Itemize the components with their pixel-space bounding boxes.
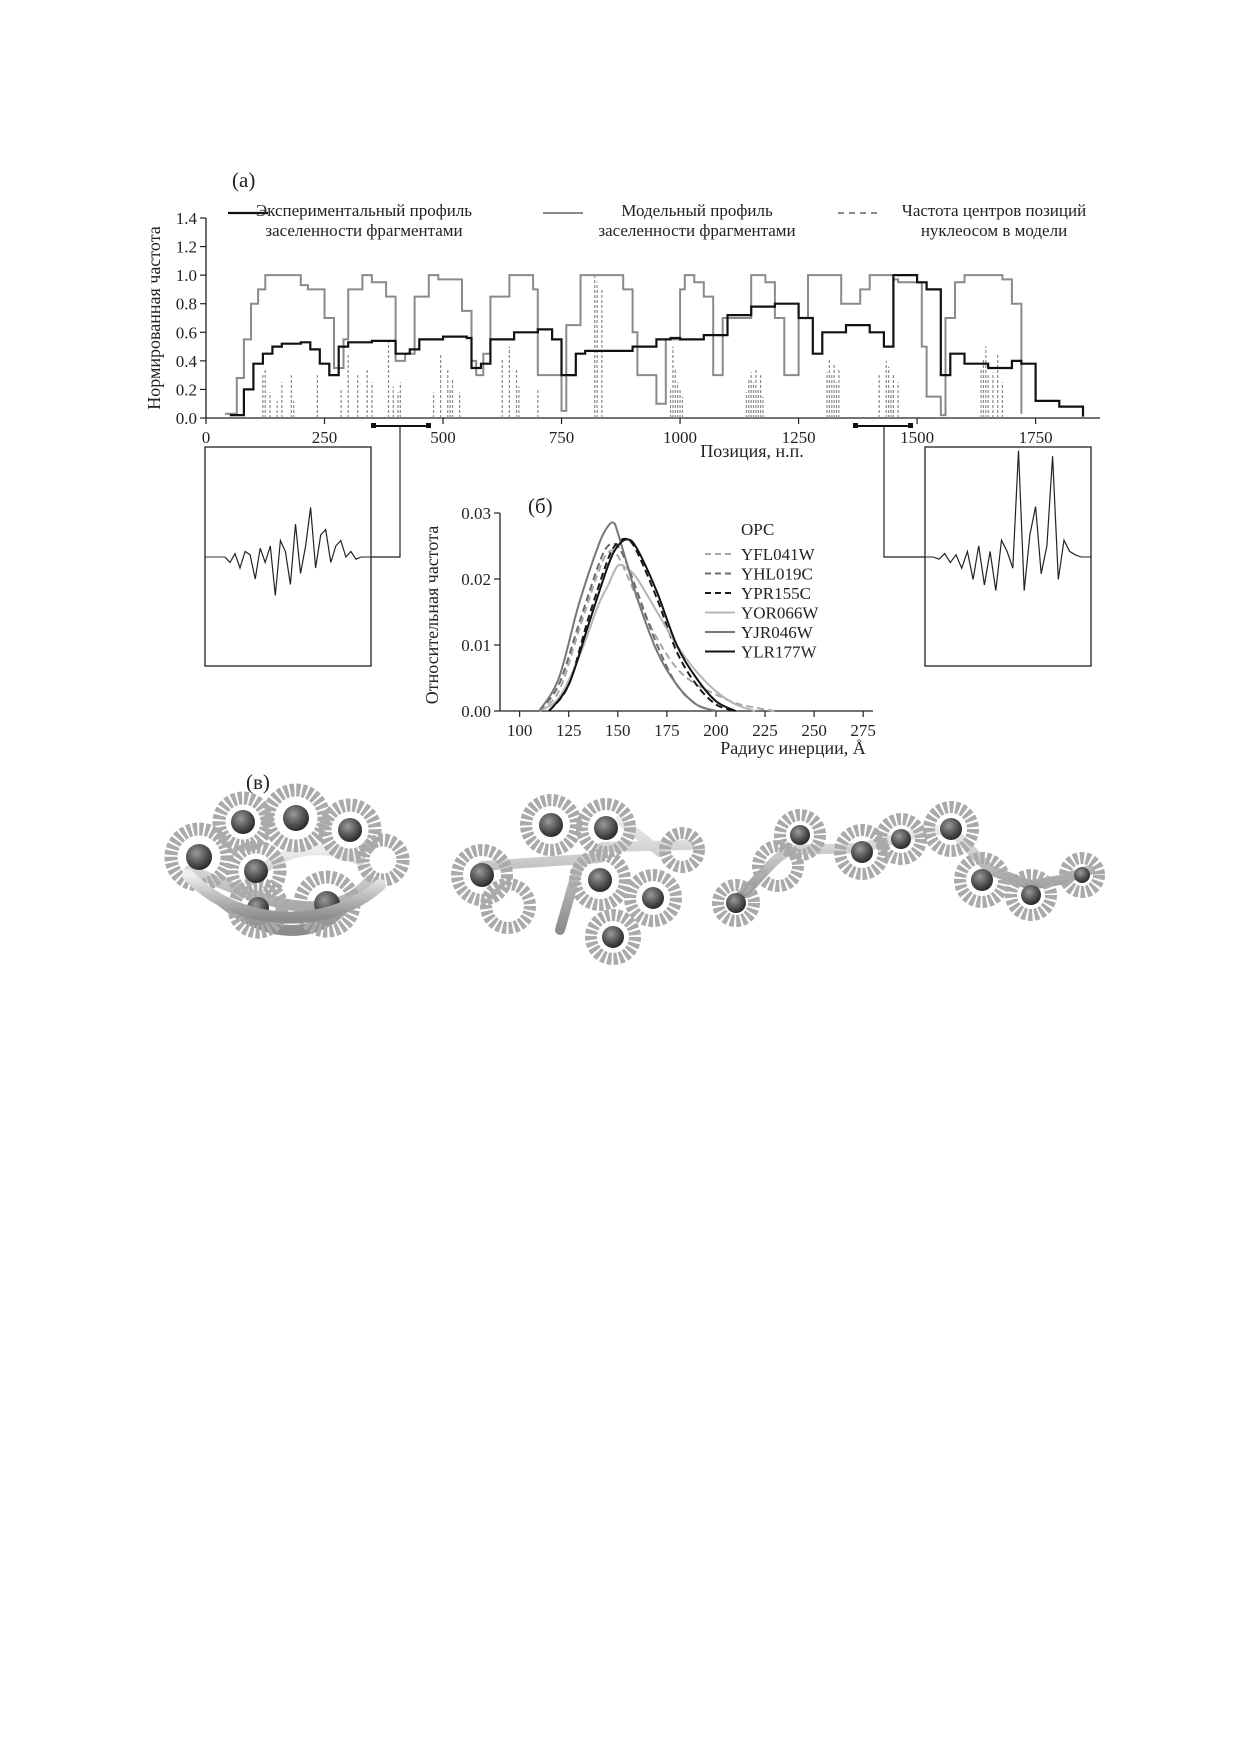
y-tick-label-a: 0.4 — [175, 351, 197, 371]
x-tick-label-a: 1250 — [781, 428, 816, 447]
plot-area-a — [225, 275, 1083, 418]
inset-right-range-end — [908, 423, 913, 428]
inset-right-range-start — [853, 423, 858, 428]
legend-label-ylr177w: YLR177W — [741, 642, 817, 662]
x-tick-label-b: 175 — [654, 721, 680, 740]
y-tick-label-a: 1.4 — [175, 209, 197, 228]
inset-right-frame — [925, 447, 1091, 666]
legend-b-title: ОРС — [741, 520, 775, 539]
x-tick-label-a: 1500 — [900, 428, 935, 447]
x-tick-label-a: 1000 — [663, 428, 698, 447]
extended-chromatin-model — [718, 807, 1099, 921]
legend-nucleosome-line1: Частота центров позиций — [901, 201, 1087, 220]
y-tick-label-b: 0.03 — [461, 504, 491, 523]
x-tick-label-a: 1750 — [1018, 428, 1053, 447]
x-tick-label-b: 200 — [703, 721, 729, 740]
intermediate-chromatin-model — [457, 800, 699, 959]
x-tick-label-b: 275 — [850, 721, 876, 740]
nucleosome-coils — [457, 800, 699, 959]
series-line-yor066w — [539, 565, 755, 711]
inset-right — [853, 423, 1091, 666]
x-tick-label-a: 250 — [311, 428, 338, 447]
legend-nucleosome-line2: нуклеосом в модели — [920, 221, 1068, 240]
y-axis-label-b: Относительная частота — [422, 525, 442, 705]
x-axis-label-b: Радиус инерции, Å — [720, 738, 866, 758]
series-line-yfl041w — [539, 550, 775, 711]
x-tick-label-b: 100 — [506, 721, 533, 740]
legend-b — [705, 520, 819, 662]
legend-model-line2: заселенности фрагментами — [598, 221, 796, 240]
legend-label-ypr155c: YPR155C — [741, 584, 811, 603]
y-tick-label-b: 0.00 — [461, 702, 491, 721]
panel-label-c: (в) — [246, 770, 270, 794]
y-tick-label-a: 0.6 — [175, 323, 197, 343]
panel-label-b: (б) — [528, 494, 553, 518]
x-tick-label-a: 750 — [548, 428, 575, 447]
inset-left-range-start — [371, 423, 376, 428]
inset-signal — [225, 508, 361, 596]
axes-a — [176, 209, 1100, 447]
y-tick-label-a: 1.2 — [175, 237, 197, 257]
histone-cores — [726, 818, 1090, 913]
legend-model-line1: Модельный профиль — [621, 201, 773, 220]
x-tick-label-b: 125 — [555, 721, 582, 740]
x-tick-label-a: 0 — [201, 428, 211, 447]
legend-label-yjr046w: YJR046W — [741, 623, 813, 642]
y-axis-label-a: Нормированная частота — [144, 226, 164, 410]
legend-label-yfl041w: YFL041W — [741, 545, 815, 564]
compact-chromatin-model — [171, 790, 403, 932]
model-profile-line — [225, 275, 1021, 415]
y-tick-label-a: 0.0 — [175, 409, 197, 428]
y-tick-label-a: 1.0 — [175, 266, 197, 286]
x-tick-label-a: 500 — [430, 428, 456, 447]
y-tick-label-b: 0.01 — [461, 636, 491, 655]
legend-label-yhl019c: YHL019C — [741, 564, 813, 584]
x-axis-label-a: Позиция, н.п. — [700, 441, 804, 461]
inset-signal — [933, 451, 1081, 591]
y-tick-label-b: 0.02 — [461, 570, 491, 589]
inset-left-connector — [371, 426, 400, 557]
legend-label-yor066w: YOR066W — [741, 603, 819, 623]
linker-dna-tube — [482, 820, 690, 930]
x-tick-label-b: 225 — [752, 721, 778, 740]
y-tick-label-a: 0.8 — [175, 294, 197, 314]
panel-label-a: (а) — [232, 168, 256, 192]
inset-left — [205, 423, 431, 666]
plot-area-b — [539, 522, 775, 711]
x-tick-label-b: 250 — [801, 721, 827, 740]
series-line-ypr155c — [549, 539, 736, 711]
series-line-yjr046w — [539, 522, 716, 711]
inset-left-range-end — [426, 423, 431, 428]
x-tick-label-b: 150 — [605, 721, 631, 740]
legend-a — [228, 201, 1086, 240]
legend-experimental-line1: Экспериментальный профиль — [255, 201, 473, 220]
y-tick-label-a: 0.2 — [175, 380, 197, 400]
legend-experimental-line2: заселенности фрагментами — [265, 221, 463, 240]
